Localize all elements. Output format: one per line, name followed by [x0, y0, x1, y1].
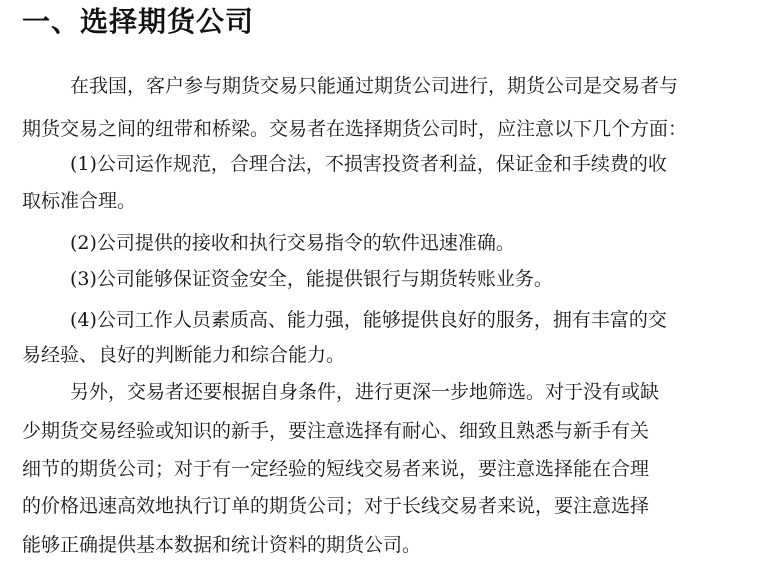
- closing-line-4: 的价格迅速高效地执行订单的期货公司；对于长线交易者来说，要注意选择: [22, 495, 650, 517]
- item-4-line-1: (4)公司工作人员素质高、能力强，能够提供良好的服务，拥有丰富的交: [70, 309, 667, 331]
- item-4-line-2: 易经验、良好的判断能力和综合能力。: [22, 344, 346, 366]
- closing-line-1: 另外，交易者还要根据自身条件，进行更深一步地筛选。对于没有或缺: [70, 381, 660, 403]
- closing-line-2: 少期货交易经验或知识的新手，要注意选择有耐心、细致且熟悉与新手有关: [22, 420, 650, 442]
- intro-line-2: 期货交易之间的纽带和桥梁。交易者在选择期货公司时，应注意以下几个方面：: [22, 118, 688, 140]
- intro-line-1: 在我国，客户参与期货交易只能通过期货公司进行，期货公司是交易者与: [70, 75, 679, 97]
- section-heading: 一、选择期货公司: [22, 5, 255, 38]
- item-3-line-1: (3)公司能够保证资金安全，能提供银行与期货转账业务。: [70, 268, 553, 290]
- item-1-line-2: 取标准合理。: [22, 190, 137, 212]
- item-2-line-1: (2)公司提供的接收和执行交易指令的软件迅速准确。: [70, 232, 515, 254]
- closing-line-3: 细节的期货公司；对于有一定经验的短线交易者来说，要注意选择能在合理: [22, 458, 650, 480]
- item-1-line-1: (1)公司运作规范，合理合法，不损害投资者利益，保证金和手续费的收: [70, 153, 667, 175]
- closing-line-5: 能够正确提供基本数据和统计资料的期货公司。: [22, 534, 422, 556]
